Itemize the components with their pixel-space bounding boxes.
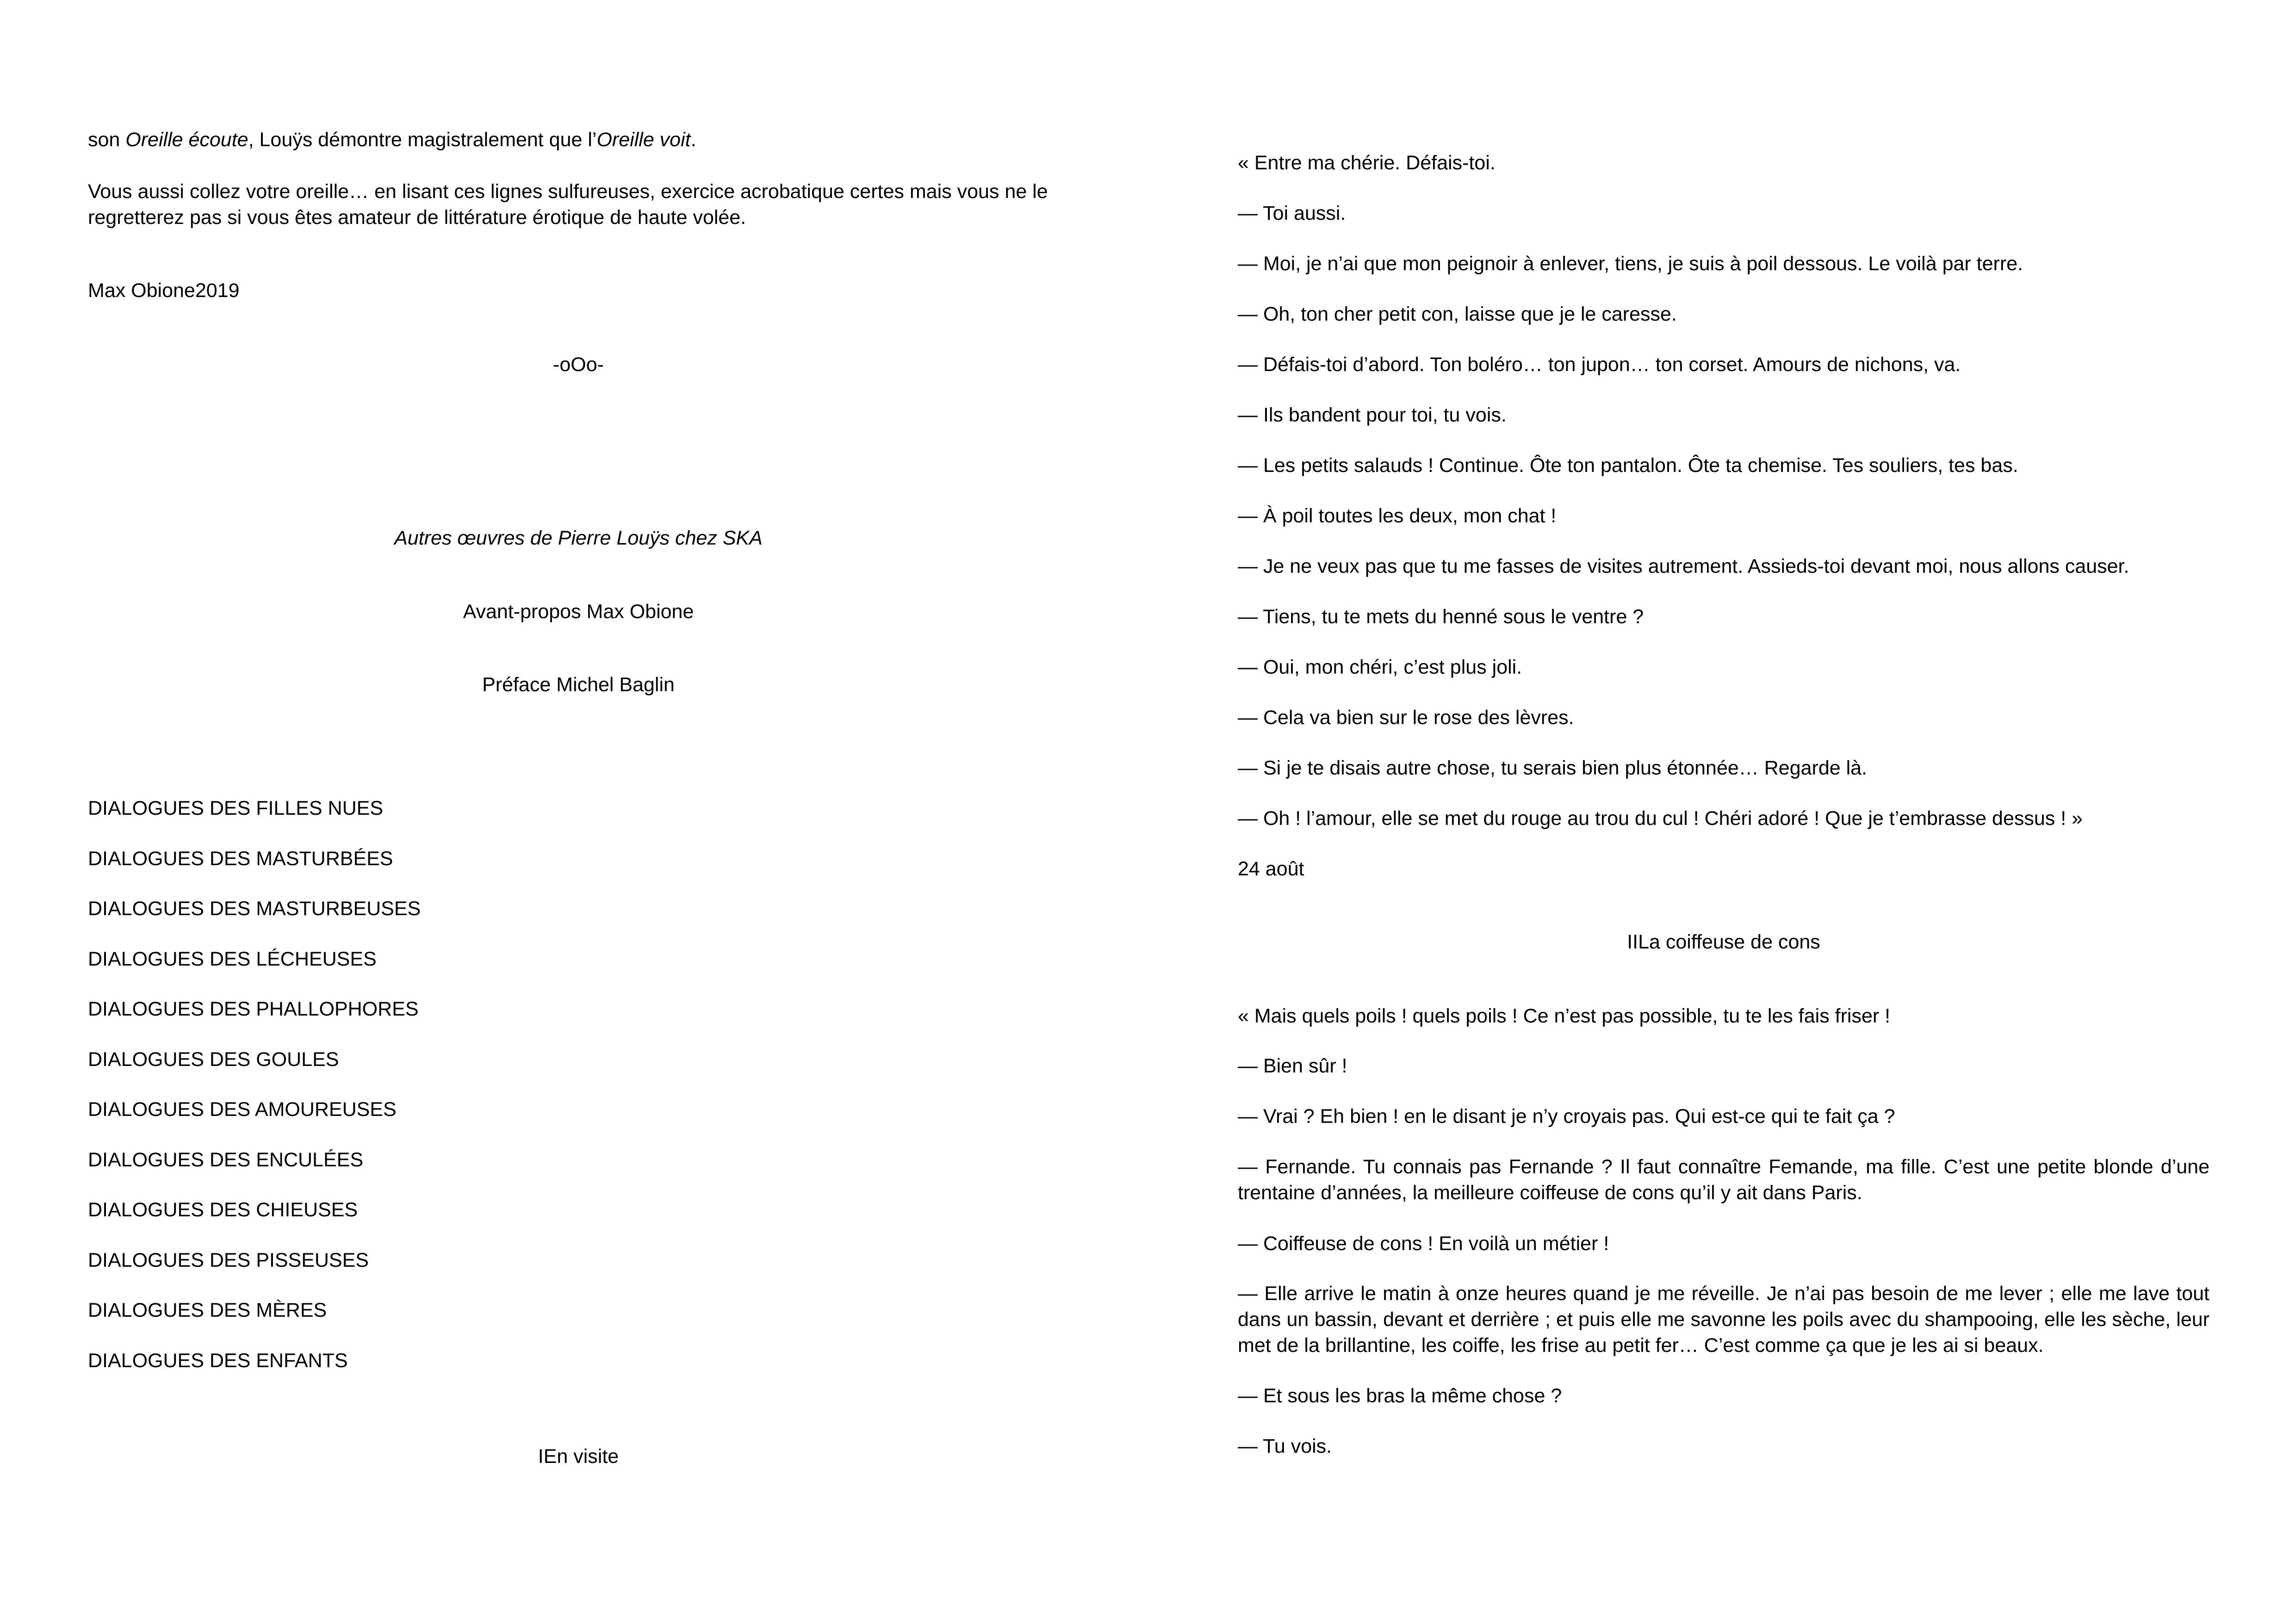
dialogue-line: — Et sous les bras la même chose ?	[1238, 1385, 1562, 1407]
intro-text-2: , Louÿs démontre magistralement que l’	[248, 129, 597, 151]
intro-line	[88, 127, 696, 153]
work-title: DIALOGUES DES AMOUREUSES	[88, 1098, 397, 1121]
dialogue-line: — Les petits salauds ! Continue. Ôte ton pantalon. Ôte ta chemise. Tes souliers, tes bas.	[1238, 454, 2018, 477]
dialogue-paragraph: — Elle arrive le matin à onze heures quand je me réveille. Je n’ai pas besoin de me lever ; elle me lave tout dans un bassin, devant et derrière ; et puis elle me savonne les poils avec du shampooing, elle les sèche, leur met de la brillantine, les coiffe, les frise au petit fer… C’est comme ça que je les ai si beaux.	[1238, 1282, 2209, 1357]
dialogue-line: — Moi, je n’ai que mon peignoir à enlever, tiens, je suis à poil dessous. Le voilà par terre.	[1238, 253, 2023, 275]
dialogue-line: — Coiffeuse de cons ! En voilà un métier !	[1238, 1233, 1609, 1255]
dialogue-paragraph: — Fernande. Tu connais pas Fernande ? Il faut connaître Femande, ma fille. C’est une petite blonde d’une trentaine d’années, la meilleure coiffeuse de cons qu’il y ait dans Paris.	[1238, 1156, 2209, 1204]
work-title: DIALOGUES DES LÉCHEUSES	[88, 948, 377, 970]
intro-text-3: .	[690, 129, 696, 151]
date-line: 24 août	[1238, 858, 1304, 880]
other-works-heading	[88, 525, 1069, 551]
work-title: DIALOGUES DES PISSEUSES	[88, 1249, 369, 1271]
dialogue-line: — À poil toutes les deux, mon chat !	[1238, 505, 1557, 527]
work-title: DIALOGUES DES PHALLOPHORES	[88, 998, 419, 1020]
dialogue-line: — Tu vois.	[1238, 1435, 1332, 1457]
dialogue-line: — Oh, ton cher petit con, laisse que je le caresse.	[1238, 303, 1677, 325]
dialogue-line: — Défais-toi d’abord. Ton boléro… ton jupon… ton corset. Amours de nichons, va.	[1238, 353, 1961, 376]
signature: Max Obione2019	[88, 279, 240, 302]
work-title: DIALOGUES DES MÈRES	[88, 1299, 327, 1321]
dialogue-line: — Oh ! l’amour, elle se met du rouge au trou du cul ! Chéri adoré ! Que je t’embrasse dessus ! »	[1238, 807, 2083, 830]
intro-italic-1: Oreille écoute	[125, 129, 248, 151]
work-title: DIALOGUES DES ENFANTS	[88, 1350, 348, 1372]
work-title: DIALOGUES DES GOULES	[88, 1048, 339, 1071]
intro-text-1: son	[88, 129, 126, 151]
other-works-heading-text: Autres œuvres de Pierre Louÿs chez SKA	[394, 527, 763, 549]
intro-italic-2: Oreille voit	[596, 129, 691, 151]
work-title: DIALOGUES DES MASTURBEUSES	[88, 898, 421, 920]
foreword-credit: Avant-propos Max Obione	[463, 601, 694, 623]
work-title: DIALOGUES DES FILLES NUES	[88, 797, 384, 819]
dialogue-line: — Bien sûr !	[1238, 1055, 1347, 1077]
dialogue-line: « Mais quels poils ! quels poils ! Ce n’est pas possible, tu te les fais friser !	[1238, 1005, 1891, 1027]
work-title: DIALOGUES DES MASTURBÉES	[88, 848, 393, 870]
dialogue-line: — Toi aussi.	[1238, 202, 1346, 224]
intro-paragraph: Vous aussi collez votre oreille… en lisant ces lignes sulfureuses, exercice acrobatique certes mais vous ne le regretterez pas si vous êtes amateur de littérature érotique de haute volée.	[88, 180, 1048, 229]
dialogue-line: — Vrai ? Eh bien ! en le disant je n’y croyais pas. Qui est-ce qui te fait ça ?	[1238, 1105, 1895, 1127]
preface-credit: Préface Michel Baglin	[482, 674, 675, 696]
chapter-title: IILa coiffeuse de cons	[1627, 931, 1820, 953]
dialogue-line: — Je ne veux pas que tu me fasses de visites autrement. Assieds-toi devant moi, nous allons causer.	[1238, 555, 2129, 577]
work-title: DIALOGUES DES ENCULÉES	[88, 1149, 364, 1171]
dialogue-line: — Oui, mon chéri, c’est plus joli.	[1238, 656, 1522, 678]
dialogue-line: — Cela va bien sur le rose des lèvres.	[1238, 706, 1574, 729]
dialogue-line: — Tiens, tu te mets du henné sous le ventre ?	[1238, 606, 1644, 628]
dialogue-line: — Ils bandent pour toi, tu vois.	[1238, 404, 1507, 426]
dialogue-line: — Si je te disais autre chose, tu serais bien plus étonnée… Regarde là.	[1238, 757, 1868, 779]
dialogue-line: « Entre ma chérie. Défais-toi.	[1238, 152, 1496, 174]
work-title: DIALOGUES DES CHIEUSES	[88, 1199, 358, 1221]
separator: -oOo-	[553, 353, 604, 376]
chapter-title: IEn visite	[538, 1445, 619, 1468]
